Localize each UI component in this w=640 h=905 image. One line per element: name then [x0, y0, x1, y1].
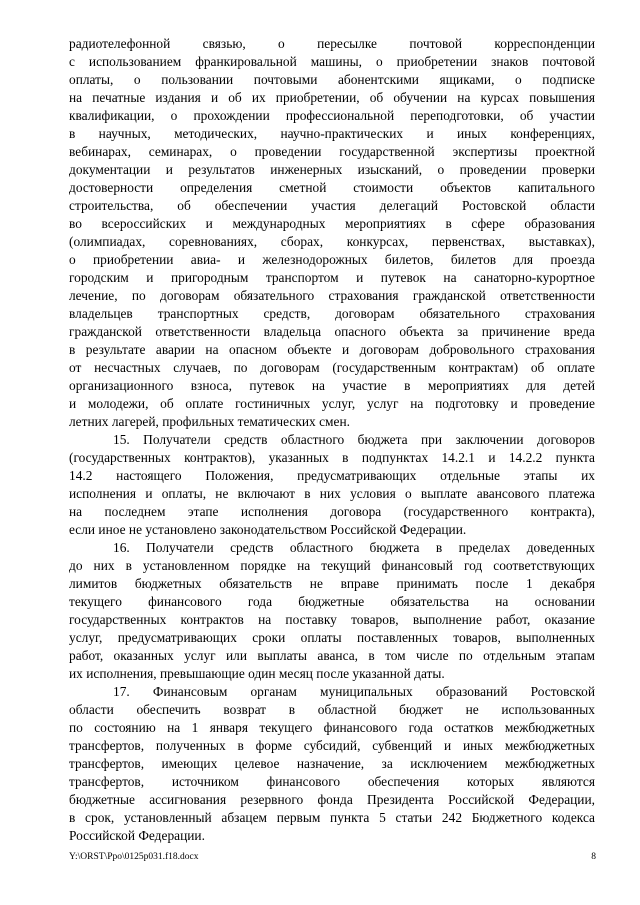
text-line: летних лагерей, профильных тематических смен.: [69, 414, 350, 429]
text-line: трансфертов, имеющих целевое назначение, за исключением межбюджетных: [69, 756, 595, 771]
text-line: области обеспечить возврат в областной бюджет не использованных: [69, 702, 595, 717]
text-line: организационного взноса, путевок на участие в мероприятиях для детей: [69, 378, 595, 393]
page-number: 8: [591, 852, 596, 862]
text-line: во всероссийских и международных мероприятиях в сфере образования: [69, 216, 595, 231]
text-line: в результате аварии на опасном объекте и договорам добровольного страхования: [69, 342, 595, 357]
text-line: (государственных контрактов), указанных в подпунктах 14.2.1 и 14.2.2 пункта: [69, 450, 595, 465]
text-line: их исполнения, превышающие один месяц после указанной даты.: [69, 666, 445, 681]
text-line: на печатные издания и об их приобретении, об обучении на курсах повышения: [69, 90, 595, 105]
text-line: исполнения и оплаты, не включают в них условия о выплате авансового платежа: [69, 486, 595, 501]
footer-file-path: Y:\ORST\Ppo\0125p031.f18.docx: [69, 852, 199, 862]
paragraph-p15: [69, 431, 595, 539]
paragraph-p17: [69, 683, 595, 845]
text-line: лимитов бюджетных обязательств не вправе принимать после 1 декабря: [69, 576, 595, 591]
text-line: на последнем этапе исполнения договора (государственного контракта),: [69, 504, 595, 519]
text-line: городским и пригородным транспортом и путевок на санаторно-курортное: [69, 270, 595, 285]
paragraph-p14-continued: [69, 35, 595, 431]
text-line: трансфертов, полученных в форме субсидий, субвенций и иных межбюджетных: [69, 738, 595, 753]
text-line: если иное не установлено законодательством Российской Федерации.: [69, 522, 467, 537]
text-line: строительства, об обеспечении участия делегаций Ростовской области: [69, 198, 595, 213]
paragraph-p16: [69, 539, 595, 683]
text-line: владельцев транспортных средств, договорам обязательного страхования: [69, 306, 595, 321]
text-line: вебинарах, семинарах, о проведении государственной экспертизы проектной: [69, 144, 595, 159]
text-line: по состоянию на 1 января текущего финансового года остатков межбюджетных: [69, 720, 595, 735]
document-body: [69, 35, 595, 845]
text-line: о приобретении авиа- и железнодорожных билетов, билетов для проезда: [69, 252, 595, 267]
text-line: документации и результатов инженерных изысканий, о проведении проверки: [69, 162, 595, 177]
text-line: лечение, по договорам обязательного страхования гражданской ответственности: [69, 288, 595, 303]
text-line: бюджетные ассигнования резервного фонда Президента Российской Федерации,: [69, 792, 595, 807]
text-line: в срок, установленный абзацем первым пункта 5 статьи 242 Бюджетного кодекса: [69, 810, 595, 825]
text-line: трансфертов, источником финансового обеспечения которых являются: [69, 774, 595, 789]
text-line: 16. Получатели средств областного бюджета в пределах доведенных: [113, 540, 595, 555]
text-line: от несчастных случаев, по договорам (государственным контрактам) об оплате: [69, 360, 595, 375]
text-line: оплаты, о пользовании почтовыми абонентскими ящиками, о подписке: [69, 72, 595, 87]
text-line: с использованием франкировальной машины, о приобретении знаков почтовой: [69, 54, 595, 69]
text-line: государственных контрактов на поставку товаров, выполнение работ, оказание: [69, 612, 595, 627]
text-line: радиотелефонной связью, о пересылке почтовой корреспонденции: [69, 36, 595, 51]
text-line: достоверности определения сметной стоимости объектов капитального: [69, 180, 595, 195]
text-line: Российской Федерации.: [69, 828, 205, 843]
text-line: в научных, методических, научно-практических и иных конференциях,: [69, 126, 595, 141]
text-line: и молодежи, об оплате гостиничных услуг, услуг на подготовку и проведение: [69, 396, 595, 411]
text-line: услуг, предусматривающих сроки оплаты поставленных товаров, выполненных: [69, 630, 595, 645]
text-line: квалификации, о прохождении профессиональной переподготовки, об участии: [69, 108, 595, 123]
text-line: гражданской ответственности владельца опасного объекта за причинение вреда: [69, 324, 595, 339]
text-line: 15. Получатели средств областного бюджета при заключении договоров: [113, 432, 595, 447]
text-line: до них в установленном порядке на текущий финансовый год соответствующих: [69, 558, 595, 573]
text-line: работ, оказанных услуг или выплаты аванса, в том числе по отдельным этапам: [69, 648, 595, 663]
text-line: (олимпиадах, соревнованиях, сборах, конкурсах, первенствах, выставках),: [69, 234, 595, 249]
text-line: 14.2 настоящего Положения, предусматривающих отдельные этапы их: [69, 468, 595, 483]
text-line: 17. Финансовым органам муниципальных образований Ростовской: [113, 684, 595, 699]
text-line: текущего финансового года бюджетные обязательства на основании: [69, 594, 595, 609]
